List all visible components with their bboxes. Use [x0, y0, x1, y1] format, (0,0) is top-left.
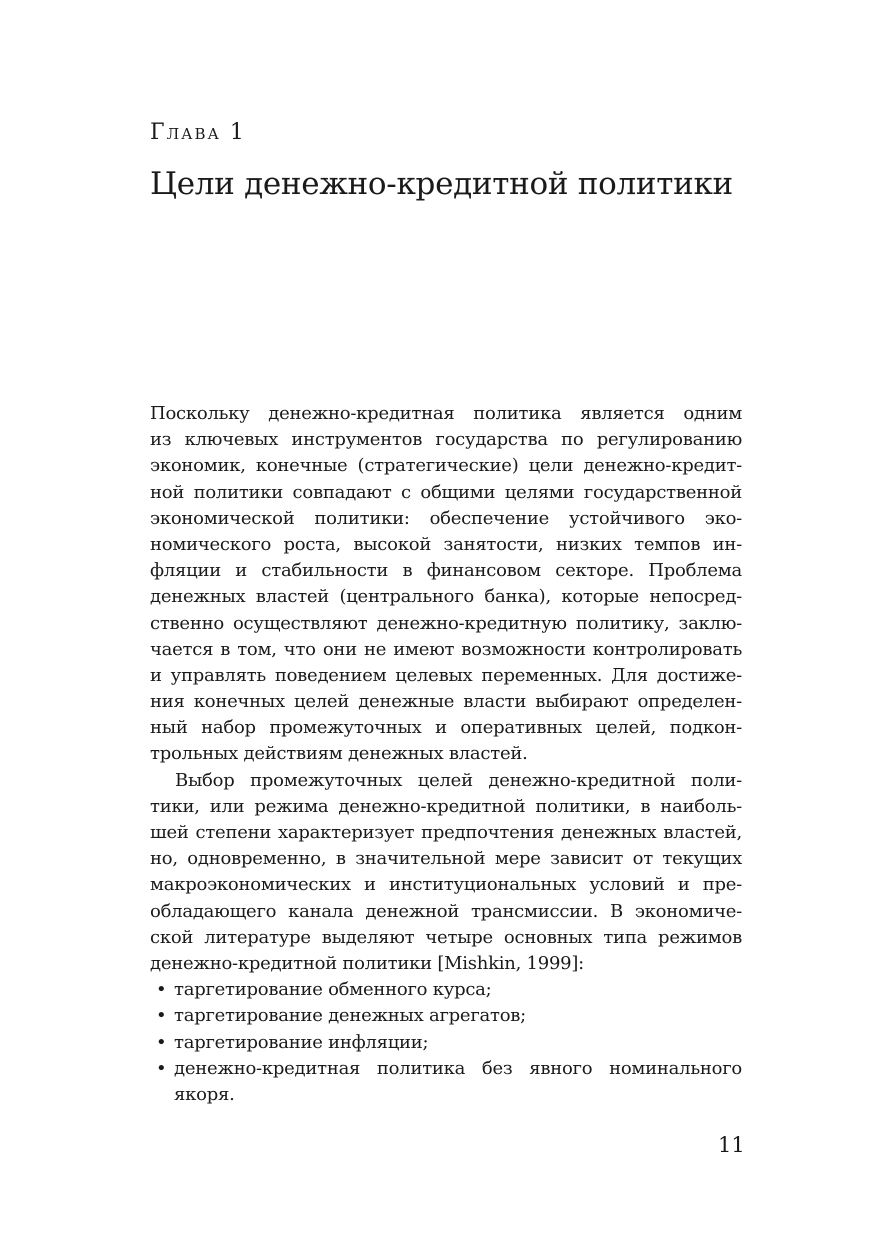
- text-line: экономической политики: обеспечение устойчивого эко-: [150, 507, 742, 529]
- paragraph-1: [150, 401, 742, 768]
- list-item-text: денежно-кредитная политика без явного номинального: [174, 1057, 742, 1079]
- text-line: фляции и стабильности в финансовом секторе. Проблема: [150, 560, 742, 582]
- list-item: [150, 1030, 742, 1056]
- bullet-icon: •: [156, 1005, 167, 1027]
- text-line: денежно-кредитной политики [Mishkin, 1999]:: [150, 952, 584, 974]
- bullet-icon: •: [156, 1031, 167, 1053]
- text-line: Выбор промежуточных целей денежно-кредитной поли-: [175, 769, 742, 791]
- text-line: шей степени характеризует предпочтения денежных властей,: [150, 822, 742, 843]
- text-line: чается в том, что они не имеют возможности контролировать: [150, 638, 742, 660]
- text-line: ния конечных целей денежные власти выбирают определен-: [150, 691, 742, 713]
- list-item-text: таргетирование денежных агрегатов;: [174, 1005, 526, 1027]
- text-line: экономик, конечные (стратегические) цели денежно-кредит-: [150, 455, 742, 477]
- text-line: трольных действиям денежных властей.: [150, 743, 528, 765]
- text-line: но, одновременно, в значительной мере зависит от текущих: [150, 848, 742, 870]
- body-text: [150, 401, 742, 1108]
- chapter-title: Цели денежно-кредитной политики: [150, 166, 733, 202]
- text-line: ной политики совпадают с общими целями государственной: [150, 481, 742, 503]
- text-line: ской литературе выделяют четыре основных типа режимов: [150, 926, 742, 948]
- text-line: ный набор промежуточных и оперативных целей, подкон-: [150, 717, 742, 739]
- list-item-continuation: якоря.: [174, 1083, 235, 1105]
- list-item: [150, 1056, 742, 1082]
- list-item-text: таргетирование инфляции;: [174, 1031, 429, 1053]
- text-line: ственно осуществляют денежно-кредитную политику, заклю-: [150, 612, 742, 634]
- list-item-text: таргетирование обменного курса;: [174, 979, 492, 1001]
- text-line: обладающего канала денежной трансмиссии. В экономиче-: [150, 900, 742, 922]
- text-line: денежных властей (центрального банка), которые непосред-: [150, 586, 742, 608]
- text-line: из ключевых инструментов государства по регулированию: [150, 429, 742, 451]
- list-item: [150, 977, 742, 1003]
- bullet-icon: •: [156, 979, 167, 1001]
- text-line: тики, или режима денежно-кредитной политики, в наиболь-: [150, 795, 742, 817]
- text-line: макроэкономических и институциональных условий и пре-: [150, 874, 742, 896]
- chapter-label: Глава 1: [150, 120, 246, 145]
- list-item: [150, 1003, 742, 1029]
- paragraph-2: [150, 768, 742, 978]
- bullet-icon: •: [156, 1057, 167, 1079]
- page-number: 11: [718, 1133, 745, 1157]
- bullet-list: [150, 977, 742, 1108]
- text-line: Поскольку денежно-кредитная политика является одним: [150, 403, 742, 424]
- text-line: номического роста, высокой занятости, низких темпов ин-: [150, 533, 742, 555]
- text-line: и управлять поведением целевых переменных. Для достиже-: [150, 664, 742, 686]
